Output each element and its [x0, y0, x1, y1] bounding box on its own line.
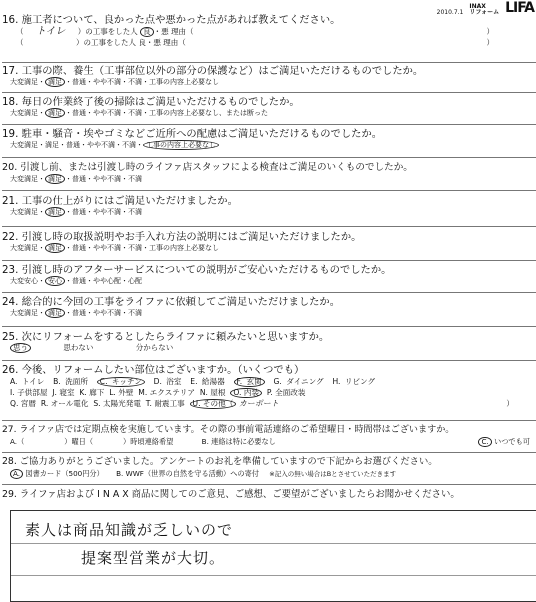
option-label: 工事の内容上必要なし [149, 78, 219, 86]
divider [2, 157, 536, 158]
question-23 [2, 264, 534, 286]
question-27 [2, 424, 534, 447]
option-label: 普通 [72, 208, 86, 216]
selected-option: O. 内装 [230, 388, 262, 398]
question-17 [2, 65, 534, 87]
option-label: 不満 [122, 141, 136, 149]
option-label: L. 外壁 [109, 388, 134, 397]
question-29 [2, 489, 534, 501]
option-label: 大変満足 [10, 141, 38, 149]
option-label: 図書カード（500円分） [25, 469, 104, 478]
divider [2, 260, 536, 261]
divider [2, 420, 536, 421]
option-label: やや不満 [93, 244, 121, 252]
divider [2, 124, 536, 125]
option-label: （ ）の工事をした人 良・悪 理由（ [16, 38, 186, 47]
option-label: 普通 [72, 78, 86, 86]
option-label: E. 給湯器 [190, 377, 225, 386]
handwritten-value: カーポート [238, 399, 279, 408]
option-label: やや不満 [93, 78, 121, 86]
question-28 [2, 456, 534, 480]
option-label: 普通 [72, 109, 86, 117]
option-label: 工事の内容上必要なし、または断った [149, 109, 268, 117]
option-label: 不満 [128, 175, 142, 183]
option-label: S. 太陽光発電 [93, 399, 141, 408]
option-label: N. 屋根 [199, 388, 226, 397]
answer-options [10, 468, 534, 480]
selected-option: 満足 [45, 207, 65, 217]
handwritten-comment-line-2: 提案型営業が大切。 [81, 549, 226, 567]
option-label: 工事の内容上必要なし [149, 244, 219, 252]
answer-options: 大変安心・ 安心 ・普通・やや心配・心配 [10, 277, 142, 285]
option-label: B. 連絡は特に必要なし [201, 437, 276, 446]
handwritten-value: トイレ [35, 26, 66, 37]
option-label: 大変満足 [10, 109, 38, 117]
option-label: H. リビング [332, 377, 376, 386]
option-label: 普通 [72, 277, 86, 285]
question-18 [2, 96, 534, 118]
divider [2, 360, 536, 361]
question-21 [2, 195, 534, 217]
option-label: A.（ [10, 437, 25, 446]
option-label: ）曜日（ [64, 437, 94, 446]
answer-options: 大変満足・ 満足 ・普通・やや不満・不満・工事の内容上必要なし [10, 244, 219, 252]
selected-option: A. [10, 469, 23, 479]
question-title: 28. ご協力ありがとうございました。アンケートのお礼を準備していますので下記からお選びください。 [2, 456, 438, 467]
divider [2, 190, 536, 191]
option-label: INAX [469, 3, 486, 10]
option-label: ） [506, 399, 514, 408]
option-label: 普通 [72, 309, 86, 317]
option-label: I. 子供部屋 [10, 388, 48, 397]
option-label: 大変満足 [10, 208, 38, 216]
selected-option: 良 [140, 27, 154, 37]
question-title: 26. 今後、リフォームしたい部位はございますか。（いくつでも） [2, 364, 305, 376]
option-label: 満足 [45, 141, 59, 149]
question-title: 19. 駐車・騒音・埃やゴミなどご近所への配慮はご満足いただけるものでしたか。 [2, 128, 383, 140]
divider [2, 92, 536, 93]
answer-options [10, 436, 534, 447]
option-label: やや不満 [93, 208, 121, 216]
question-title: 21. 工事の仕上がりにはご満足いただけましたか。 [2, 195, 238, 207]
option-label: ）時頃連絡希望 [123, 437, 174, 446]
option-label: 不満 [128, 244, 142, 252]
option-label: ※記入の無い場合はBとさせていただきます [269, 470, 397, 478]
option-label: ） [486, 38, 494, 47]
option-label: ） [486, 27, 494, 36]
answer-options: 大変満足・ 満足 ・普通・やや不満・不満・工事の内容上必要なし、または断った [10, 109, 268, 117]
divider [2, 62, 536, 63]
option-label: G. ダイニング [273, 377, 324, 386]
selected-option: C. [478, 437, 491, 447]
divider [2, 484, 536, 485]
option-label: B. 洗面所 [53, 377, 88, 386]
answer-options: 大変満足・ 満足 ・普通・やや不満・不満 [10, 208, 142, 216]
parts-row-3 [10, 398, 534, 409]
option-label: 不満 [128, 78, 142, 86]
question-title: 25. 次にリフォームをするとしたらライファに頼みたいと思いますか。 [2, 331, 330, 343]
answer-options [10, 343, 534, 353]
option-label: やや不満 [93, 309, 121, 317]
comment-box [10, 510, 536, 602]
question-20 [2, 162, 534, 184]
divider [2, 226, 536, 227]
option-label: やや心配 [93, 277, 121, 285]
selected-option: 満足 [45, 108, 65, 118]
option-label: 不満 [128, 208, 142, 216]
selected-option: U. その他（ [190, 399, 237, 409]
option-label: リフォーム [469, 9, 500, 16]
option-label: 不満 [128, 309, 142, 317]
question-16 [2, 14, 534, 48]
question-title: 18. 毎日の作業終了後の掃除はご満足いただけるものでしたか。 [2, 96, 300, 108]
option-label: いつでも可 [494, 437, 530, 446]
option-label: ）の工事をした人 [77, 27, 138, 36]
question-26 [2, 364, 534, 409]
option-label: K. 廊下 [79, 388, 105, 397]
option-label: D. 浴室 [153, 377, 182, 386]
lifa-logo: LIFA [505, 0, 534, 16]
option-label: Q. 宮暦 [10, 399, 36, 408]
handwritten-comment-line-1: 素人は商品知識が乏しいので [25, 521, 234, 539]
option-label: やや不満 [87, 141, 115, 149]
option-label: M. エクステリア [138, 388, 195, 397]
option-label: P. 全面改装 [266, 388, 306, 397]
option-label: 大変満足 [10, 244, 38, 252]
question-24 [2, 296, 534, 318]
option-label: 悪 [161, 27, 169, 36]
answer-row-1: （ トイレ ）の工事をした人 良 ・悪 理由（ ） [16, 26, 494, 37]
question-title: 27. ライファ店では定期点検を実施しています。その際の事前電話連絡のご希望曜日・時間帯はございますか。 [2, 425, 455, 435]
option-label: やや不満 [93, 175, 121, 183]
question-title: 17. 工事の際、養生（工事部位以外の部分の保護など）はご満足いただけるものでしたか。 [2, 65, 424, 77]
answer-row-2 [16, 37, 534, 48]
option-label: 大変満足 [10, 78, 38, 86]
option-label: 思わない [63, 343, 94, 352]
option-label: 普通 [72, 175, 86, 183]
question-title: 20. 引渡し前、または引渡し時のライファ店スタッフによる検査はご満足のいくものでしたか。 [2, 162, 413, 173]
selected-option: 満足 [45, 308, 65, 318]
selected-option: 思う [10, 343, 31, 353]
ruled-line [11, 575, 536, 576]
question-title: 16. 施工者について、良かった点や悪かった点があれば教えてください。 [2, 14, 341, 26]
answer-options: 大変満足・ 満足 ・普通・やや不満・不満 [10, 309, 142, 317]
option-label: （ [16, 27, 24, 36]
question-title: 22. 引渡し時の取扱説明やお手入れ方法の説明にはご満足いただけましたか。 [2, 231, 362, 243]
question-title: 23. 引渡し時のアフターサービスについての説明がご安心いただけるものでしたか。 [2, 264, 392, 276]
option-label: 大変満足 [10, 175, 38, 183]
option-label: 分からない [135, 343, 174, 352]
option-label: 不満 [128, 109, 142, 117]
divider [2, 452, 536, 453]
answer-options: 大変満足・満足・普通・やや不満・不満・ 工事の内容上必要なし [10, 140, 534, 150]
option-label: 大変安心 [10, 277, 38, 285]
question-title: 29. ライファ店および I N A X 商品に関してのご意見、ご感想、ご要望がございましたらお聞かせください。 [2, 489, 460, 500]
option-label: やや不満 [93, 109, 121, 117]
question-22 [2, 231, 534, 253]
selected-option: 満足 [45, 243, 65, 253]
option-label: T. 耐震工事 [145, 399, 185, 408]
option-label: R. オール電化 [40, 399, 89, 408]
question-25 [2, 331, 534, 353]
option-label: J. 寝室 [52, 388, 75, 397]
question-title: 24. 総合的に今回の工事をライファに依頼してご満足いただけましたか。 [2, 296, 341, 308]
divider [2, 292, 536, 293]
option-label: 普通 [66, 141, 80, 149]
divider [2, 326, 536, 327]
selected-option: 満足 [45, 77, 65, 87]
answer-options: 大変満足・ 満足 ・普通・やや不満・不満 [10, 175, 142, 183]
parts-row-1 [10, 376, 534, 387]
option-label: 心配 [128, 277, 142, 285]
option-label: 大変満足 [10, 309, 38, 317]
selected-option: 工事の内容上必要なし [143, 140, 219, 150]
selected-option: C. キッチン [97, 377, 145, 387]
date-stamp: 2010.7.1 [436, 9, 464, 16]
option-label: 普通 [72, 244, 86, 252]
selected-option: 満足 [45, 174, 65, 184]
ruled-line [11, 543, 536, 544]
option-label: A. トイレ [10, 377, 45, 386]
answer-options: 大変満足・ 満足 ・普通・やや不満・不満・工事の内容上必要なし [10, 78, 219, 86]
question-19 [2, 128, 534, 150]
selected-option: 安心 [45, 276, 65, 286]
parts-row-2 [10, 387, 534, 398]
option-label: B. WWF（世界の自然を守る活動）への寄付 [116, 469, 259, 478]
option-label: 理由（ [171, 27, 194, 36]
selected-option: F. 玄関 [234, 377, 265, 387]
